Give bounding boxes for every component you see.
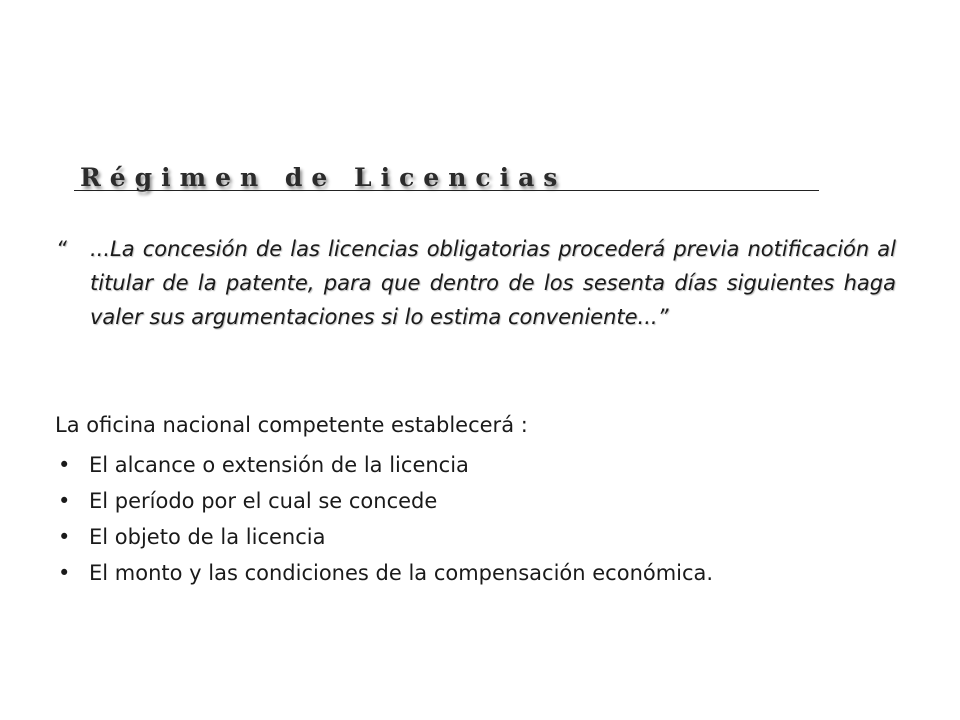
quote-text: ...La concesión de las licencias obligatorias procederá previa notificación al titular de la patente, para que dentro de los sesenta días siguientes haga valer sus argumentaciones si lo estima conveniente...”	[90, 237, 896, 329]
bullet-text: El monto y las condiciones de la compensación económica.	[89, 561, 714, 585]
title-underline	[74, 190, 819, 191]
bullet-list	[55, 447, 713, 591]
quote-block	[56, 232, 896, 334]
bullet-text: El alcance o extensión de la licencia	[89, 453, 469, 477]
bullet-text: El período por el cual se concede	[89, 489, 438, 513]
intro-text: La oficina nacional competente establecerá :	[55, 413, 528, 437]
bullet-icon: •	[58, 489, 71, 513]
bullet-item-period	[55, 483, 713, 519]
bullet-item-scope	[55, 447, 713, 483]
slide-title: Régimen de Licencias	[80, 163, 567, 192]
bullet-icon: •	[58, 561, 71, 585]
bullet-item-compensation	[55, 555, 713, 591]
bullet-icon: •	[58, 525, 71, 549]
bullet-text: El objeto de la licencia	[89, 525, 326, 549]
opening-quote-mark: “	[56, 237, 67, 261]
bullet-item-object	[55, 519, 713, 555]
bullet-icon: •	[58, 453, 71, 477]
